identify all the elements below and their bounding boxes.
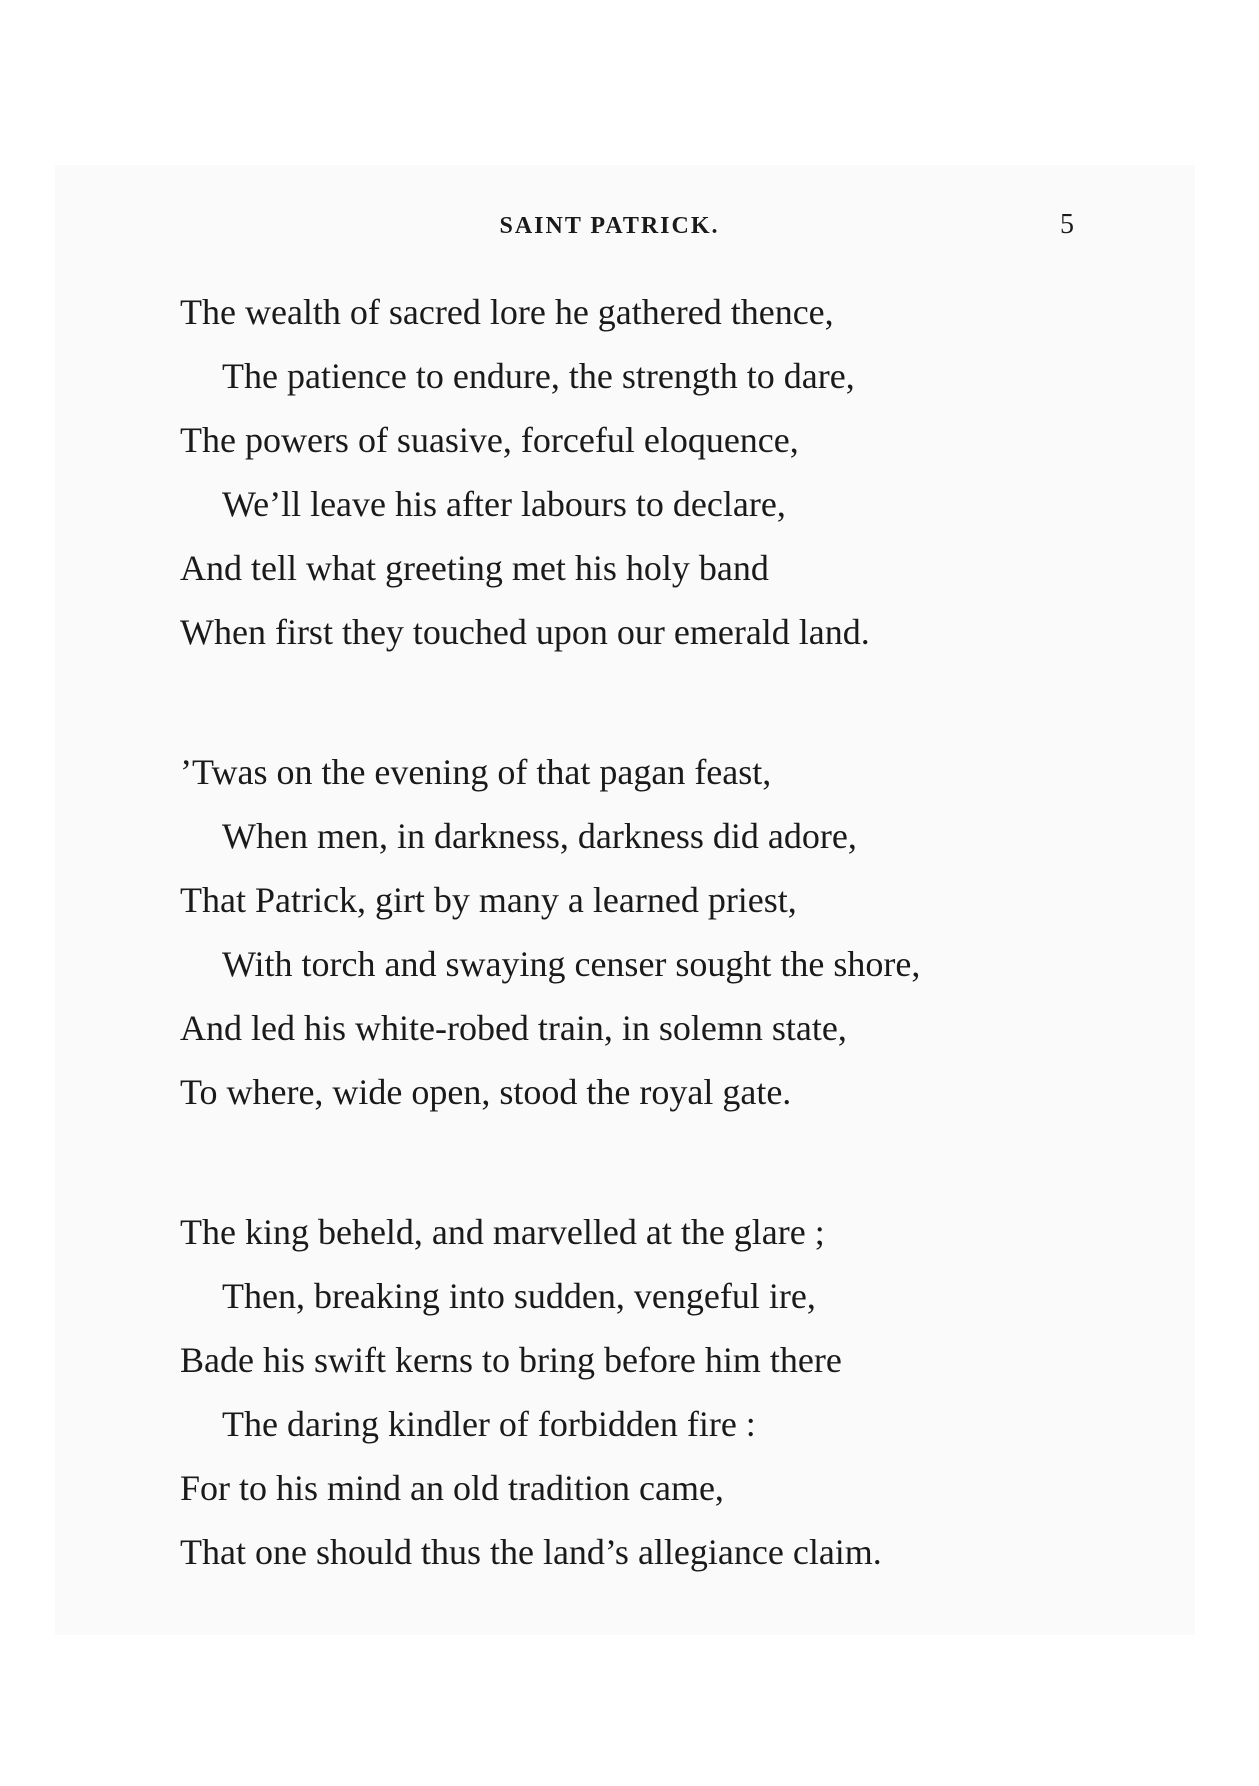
verse-line: We’ll leave his after labours to declare, — [222, 484, 786, 524]
verse-line: That one should thus the land’s allegiance claim. — [180, 1532, 882, 1572]
running-title: SAINT PATRICK. — [499, 213, 720, 239]
stanza-3 — [180, 1200, 1080, 1584]
page-number: 5 — [1060, 209, 1074, 240]
verse-line: The wealth of sacred lore he gathered thence, — [180, 292, 834, 332]
running-header — [0, 209, 1259, 247]
verse-line: To where, wide open, stood the royal gate. — [180, 1072, 792, 1112]
verse-line: Then, breaking into sudden, vengeful ire, — [222, 1276, 816, 1316]
verse-line: And led his white-robed train, in solemn state, — [180, 1008, 847, 1048]
verse-line: With torch and swaying censer sought the shore, — [222, 944, 921, 984]
verse-line: That Patrick, girt by many a learned priest, — [180, 880, 797, 920]
verse-line: ’Twas on the evening of that pagan feast, — [180, 752, 772, 792]
verse-line: Bade his swift kerns to bring before him there — [180, 1340, 842, 1380]
verse-line: For to his mind an old tradition came, — [180, 1468, 724, 1508]
verse-line: The powers of suasive, forceful eloquence, — [180, 420, 799, 460]
verse-line: The king beheld, and marvelled at the glare ; — [180, 1212, 825, 1252]
verse-line: When men, in darkness, darkness did adore, — [222, 816, 857, 856]
stanza-1 — [180, 280, 1080, 664]
verse-line: The patience to endure, the strength to dare, — [222, 356, 855, 396]
stanza-2 — [180, 740, 1080, 1124]
verse-line: The daring kindler of forbidden fire : — [222, 1404, 756, 1444]
verse-line: And tell what greeting met his holy band — [180, 548, 769, 588]
verse-line: When first they touched upon our emerald land. — [180, 612, 870, 652]
